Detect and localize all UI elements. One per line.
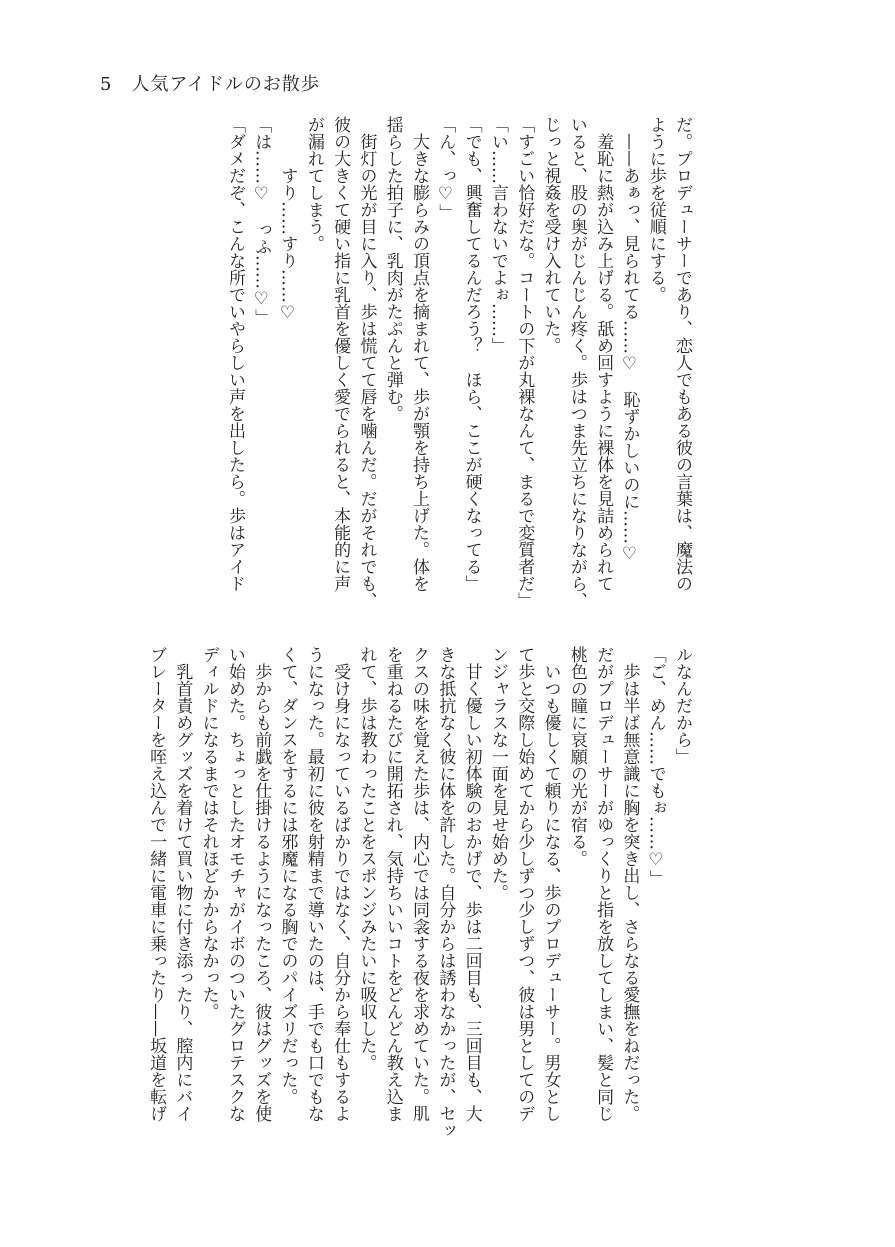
text-block-bottom [115, 646, 695, 1146]
text-column: 羞恥に熱が込み上げる。舐め回すように裸体を見詰められて [593, 116, 614, 592]
text-column: ように歩を従順にする。 [645, 116, 666, 303]
text-column: 揺らした拍子に、乳肉がたぷんと弾む。 [382, 116, 403, 422]
text-column: すり……すり……♡ [277, 116, 298, 323]
text-column: れて、歩は教わったことをスポンジみたいに吸収した。 [356, 646, 377, 1071]
text-column: 受け身になっているばかりではなく、自分から奉仕もするよ [330, 646, 351, 1122]
text-column: 歩からも前戯を仕掛けるようになったころ、彼はグッズを使 [251, 646, 272, 1122]
text-column: クスの味を覚えた歩は、内心では同衾する夜を求めていた。肌 [409, 646, 430, 1122]
text-column: ディルドになるまではそれほどかからなかった。 [198, 646, 219, 1020]
text-column: が漏れてしまう。 [303, 116, 324, 252]
text-column: い始めた。ちょっとしたオモチャがイボのついたグロテスクな [224, 646, 245, 1122]
page-number: 5 [100, 74, 113, 95]
text-column: 彼の大きくて硬い指に乳首を優しく愛でられると、本能的に声 [330, 116, 351, 592]
text-column: 「すごい恰好だな。コートの下が丸裸なんて、まるで変質者だ」 [514, 116, 535, 609]
text-block-top [115, 116, 695, 616]
text-column: 「ん、っ♡」 [435, 116, 456, 221]
text-column: ルなんだから」 [672, 646, 692, 765]
running-header [100, 70, 320, 96]
text-column: 甘く優しい初体験のおかげで、歩は二回目も、三回目も、大 [461, 646, 482, 1122]
text-column: いつも優しくて頼りになる、歩のプロデューサー。男女とし [540, 646, 561, 1122]
text-column: だがプロデューサーがゆっくりと指を放してしまい、髪と同じ [593, 646, 614, 1122]
text-column: 街灯の光が目に入り、歩は慌てて唇を噛んだ。だがそれでも、 [356, 116, 377, 609]
text-column: 歩は半ば無意識に胸を突き出し、さらなる愛撫をねだった。 [619, 646, 640, 1122]
text-column: ンジャラスな一面を見せ始めた。 [487, 646, 508, 901]
text-column: 桃色の瞳に哀願の光が宿る。 [566, 646, 587, 867]
chapter-title: 人気アイドルのお散歩 [131, 74, 320, 95]
text-column: じっと視姦を受け入れていた。 [540, 116, 561, 354]
text-column: 「ダメだぞ、こんな所でいやらしい声を出したら。歩はアイド [224, 116, 245, 592]
text-column: うになった。最初に彼を射精まで導いたのは、手でも口でもな [303, 646, 324, 1122]
text-column: 「でも、興奮してるんだろう？ ほら、ここが硬くなってる」 [461, 116, 482, 592]
text-column: 「ご、めん……でもぉ……♡」 [645, 646, 666, 887]
text-column: 大きな膨らみの頂点を摘まれて、歩が顎を持ち上げた。体を [409, 116, 430, 592]
text-column: を重ねるたびに開拓され、気持ちいいコトをどんどん教え込ま [382, 646, 403, 1122]
text-column: 「は……♡ っふ……♡」 [251, 116, 272, 326]
text-column: 乳首責めグッズを着けて買い物に付き添ったり、膣内にバイ [172, 646, 193, 1122]
text-column: いると、股の奥がじんじん疼く。歩はつま先立ちになりながら、 [566, 116, 587, 609]
text-column: ——あぁっ、見られてる……♡ 恥ずかしいのに……♡ [619, 116, 640, 564]
text-column: だ。プロデューサーであり、恋人でもある彼の言葉は、魔法の [672, 116, 692, 592]
text-column: きな抵抗なく彼に体を許した。自分からは誘わなかったが、セッ [435, 646, 456, 1139]
text-column: 「い……言わないでよぉ……」 [487, 116, 508, 354]
text-column: ブレーターを咥え込んで一緒に電車に乗ったり——坂道を転げ [146, 646, 167, 1122]
text-column: て歩と交際し始めてから少しずつ少しずつ、彼は男としてのデ [514, 646, 535, 1122]
text-column: くて、ダンスをするには邪魔になる胸でのパイズリだった。 [277, 646, 298, 1105]
